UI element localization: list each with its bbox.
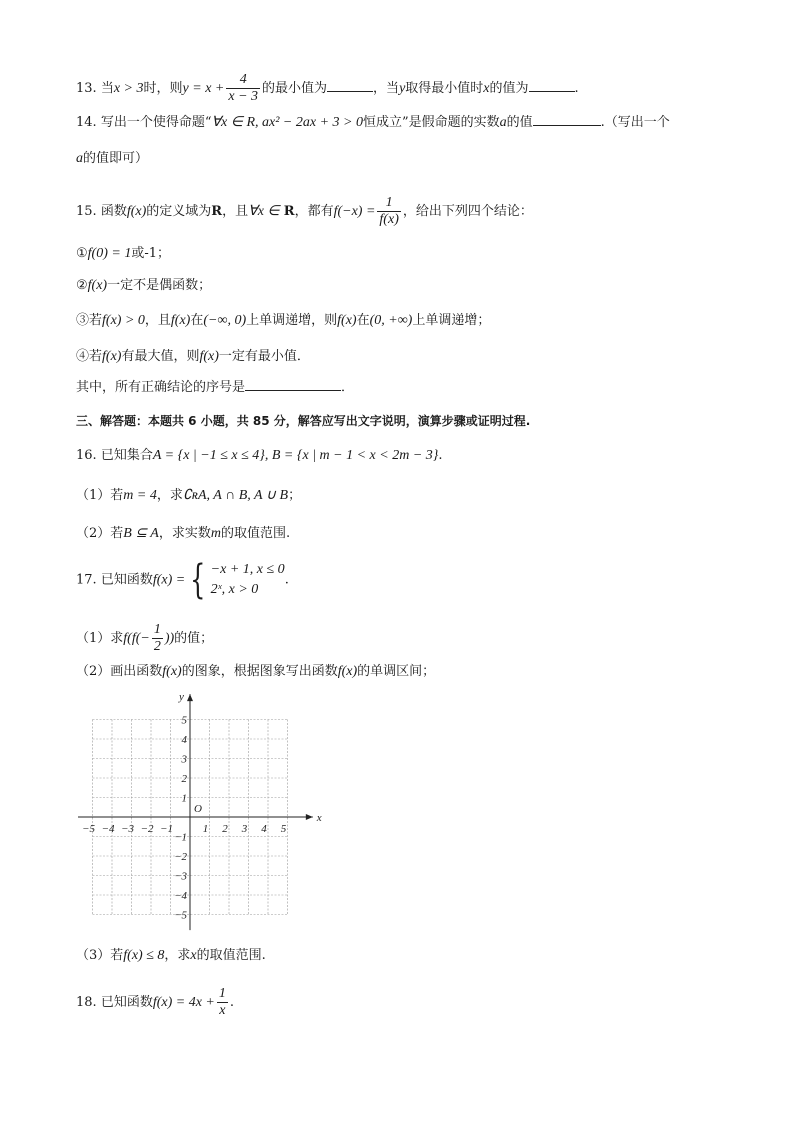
q15-final-end: ． — [341, 380, 355, 395]
answer-blank[interactable] — [529, 79, 575, 92]
x-tick-label: 5 — [280, 823, 287, 835]
conclusion-1 — [76, 244, 170, 264]
part-text: ，求 — [156, 488, 183, 503]
question-number: 17. — [76, 572, 97, 588]
q15-lhs: f(−x) = — [333, 204, 376, 219]
q14-text-5: 的值即可） — [83, 151, 149, 166]
y-tick-label: −2 — [174, 851, 187, 863]
part-variable: x — [190, 948, 197, 963]
x-tick-label: −5 — [82, 823, 95, 835]
part-expression: f(x) — [337, 664, 358, 679]
part-label: （1）求 — [76, 631, 124, 646]
fraction-denominator: 2 — [153, 639, 161, 654]
fraction-denominator: x − 3 — [228, 89, 259, 104]
q14-text-4: .（写出一个 — [600, 115, 670, 130]
q18-expression: f(x) = 4x + — [152, 995, 215, 1010]
conclusion-text: 或 — [131, 246, 145, 261]
part-label: （1）若 — [76, 488, 124, 503]
conclusion-3 — [76, 311, 490, 331]
q15-real-set-2: R — [283, 204, 295, 219]
part-text: ，求实数 — [158, 526, 211, 541]
part-expression: ∁ʀA, A ∩ B, A ∪ B — [182, 488, 289, 503]
fraction-numerator: 1 — [153, 622, 161, 637]
question-14 — [76, 113, 670, 133]
q13-expression: y = x + — [182, 81, 225, 96]
answer-blank[interactable] — [327, 79, 373, 92]
q15-fraction — [377, 195, 400, 228]
q13-text-6: 的值为 — [489, 81, 529, 96]
question-number: 15. — [76, 204, 97, 219]
q14-text-1: 写出一个使得命题“ — [100, 115, 212, 130]
conclusion-mark: ③若 — [76, 313, 103, 328]
x-tick-label: 3 — [241, 823, 248, 835]
q17-part-3 — [76, 946, 266, 966]
q14-proposition: ∀x ∈ R, ax² − 2ax + 3 > 0 — [211, 115, 363, 130]
conclusion-2 — [76, 276, 211, 296]
y-tick-label: 1 — [181, 792, 187, 805]
conclusion-text: 上单调递增； — [412, 313, 491, 328]
coordinate-grid — [78, 688, 328, 938]
y-tick-label: −1 — [174, 831, 187, 844]
q15-forall: ∀x ∈ — [248, 204, 280, 219]
y-tick-label: −5 — [174, 909, 187, 922]
part-label: （2）画出函数 — [76, 664, 163, 679]
q17-part-1 — [76, 622, 213, 655]
fraction-numerator: 1 — [218, 986, 226, 1001]
conclusion-expression: f(x) — [87, 278, 108, 293]
fraction-numerator: 4 — [226, 72, 260, 89]
section-heading: 三、解答题：本题共 6 小题，共 85 分，解答应写出文字说明，演算步骤或证明过程. — [76, 414, 531, 428]
conclusion-expression: f(0) = 1 — [87, 246, 132, 261]
conclusion-mark: ② — [76, 278, 88, 293]
question-14-line-2 — [76, 149, 148, 169]
q14-text-2: 恒成立”是假命题的实数 — [363, 115, 500, 130]
conclusion-4 — [76, 347, 310, 367]
x-tick-label: 4 — [261, 823, 267, 835]
fraction-numerator: 1 — [377, 195, 400, 212]
question-18 — [76, 986, 234, 1019]
q14-var-a-2: a — [76, 151, 83, 166]
q13-condition: x > 3 — [113, 81, 144, 96]
part-label: （2）若 — [76, 526, 124, 541]
part-text: 的图象，根据图象写出函数 — [181, 664, 338, 679]
q13-fraction — [226, 72, 260, 105]
q17-part-2 — [76, 662, 435, 682]
part-end: ； — [288, 488, 302, 503]
q15-final-text: 其中，所有正确结论的序号是 — [76, 380, 246, 395]
answer-blank[interactable] — [533, 113, 601, 126]
q17-end: . — [284, 572, 289, 588]
q17-fx: f(x) = — [152, 572, 186, 588]
question-15 — [76, 195, 533, 228]
q13-text-2: 时，则 — [143, 81, 183, 96]
q13-text-5: 取得最小值时 — [405, 81, 484, 96]
x-tick-label: −2 — [140, 823, 154, 835]
part-end: 的单调区间； — [357, 664, 436, 679]
question-16 — [76, 446, 443, 466]
part-text: ，求 — [164, 948, 191, 963]
part-expression: f(f(− — [123, 631, 150, 646]
question-number: 16. — [76, 448, 97, 463]
q15-text-1: 函数 — [100, 204, 127, 219]
fraction-denominator: x — [219, 1003, 226, 1018]
conclusion-expression: f(x) — [337, 313, 357, 328]
y-tick-label: 2 — [181, 773, 187, 785]
q15-text-3: ，且 — [222, 204, 249, 219]
x-tick-label: −1 — [160, 823, 173, 835]
conclusion-text: 在 — [356, 313, 370, 328]
part-end: 的取值范围. — [196, 948, 266, 963]
conclusion-interval: (0, +∞) — [369, 313, 413, 328]
y-axis-label: y — [179, 691, 184, 704]
part-condition: f(x) ≤ 8 — [123, 948, 165, 963]
question-number: 13. — [76, 81, 97, 96]
conclusion-text: 有最大值，则 — [121, 349, 200, 364]
q17-text-1: 已知函数 — [100, 572, 153, 588]
conclusion-text: 一定有最小值． — [218, 349, 310, 364]
part-label: （3）若 — [76, 948, 124, 963]
q13-text-1: 当 — [100, 81, 114, 96]
question-17 — [76, 557, 289, 603]
q15-text-4: ，都有 — [294, 204, 334, 219]
q13-text-3: 的最小值为 — [262, 81, 328, 96]
conclusion-interval: (−∞, 0) — [203, 313, 247, 328]
q15-fx: f(x) — [126, 204, 147, 219]
x-axis-label: x — [316, 812, 322, 824]
part-condition: m = 4 — [123, 488, 157, 503]
conclusion-expression: f(x) > 0 — [102, 313, 145, 328]
q15-final — [76, 378, 354, 398]
q15-text-2: 的定义域为 — [146, 204, 212, 219]
left-brace: { — [190, 557, 206, 603]
q18-end: . — [229, 995, 235, 1010]
conclusion-text: 上单调递增，则 — [246, 313, 338, 328]
q16-sets: A = {x | −1 ≤ x ≤ 4}, B = {x | m − 1 < x < 2m − 3} — [152, 448, 439, 463]
x-tick-label: 2 — [222, 823, 228, 835]
q18-text-1: 已知函数 — [100, 995, 153, 1010]
y-tick-label: −4 — [174, 890, 187, 902]
y-axis-arrow — [187, 694, 193, 701]
q14-var-a: a — [499, 115, 507, 130]
question-number: 14. — [76, 115, 97, 130]
conclusion-expression: f(x) — [199, 349, 219, 364]
q18-fraction — [217, 986, 228, 1019]
part-end: 的取值范围. — [221, 526, 291, 541]
case-2: 2ˣ, x > 0 — [210, 582, 259, 597]
conclusion-mark: ① — [76, 246, 88, 261]
conclusion-mark: ④若 — [76, 349, 103, 364]
q13-text-4: ，当 — [373, 81, 400, 96]
origin-label: O — [194, 803, 202, 815]
q15-real-set: R — [211, 204, 223, 219]
y-tick-label: 4 — [181, 734, 187, 746]
y-tick-label: 3 — [181, 753, 187, 766]
conclusion-expression: f(x) — [170, 313, 191, 328]
conclusion-expression: f(x) — [102, 349, 122, 364]
q16-end: . — [438, 448, 443, 463]
q14-text-3: 的值 — [506, 115, 533, 130]
part-expression: f(x) — [162, 664, 182, 679]
y-tick-label: 5 — [181, 714, 187, 727]
answer-blank[interactable] — [245, 378, 341, 391]
x-tick-label: −4 — [101, 823, 115, 835]
case-1: −x + 1, x ≤ 0 — [210, 562, 285, 577]
q16-part-1 — [76, 486, 301, 506]
question-number: 18. — [76, 995, 97, 1010]
part-expression: )) — [164, 631, 175, 646]
conclusion-tail: -1； — [144, 246, 171, 261]
y-tick-label: −3 — [174, 870, 187, 883]
q13-end: . — [574, 81, 579, 96]
conclusion-text: ，且 — [144, 313, 171, 328]
q16-part-2 — [76, 524, 290, 544]
q15-text-5: ，给出下列四个结论： — [402, 204, 533, 219]
part-variable: m — [210, 526, 222, 541]
conclusion-text: 一定不是偶函数； — [107, 278, 212, 293]
q16-text-1: 已知集合 — [100, 448, 153, 463]
piecewise-cases — [211, 560, 285, 600]
question-13 — [76, 72, 579, 105]
q13-var-x: x — [483, 81, 490, 96]
fraction-denominator: f(x) — [379, 212, 399, 227]
q17-fraction — [152, 622, 163, 655]
q13-var-y: y — [399, 81, 406, 96]
conclusion-text: 在 — [190, 313, 204, 328]
x-tick-label: 1 — [202, 823, 209, 835]
x-tick-label: −3 — [121, 823, 134, 835]
part-end: 的值； — [174, 631, 214, 646]
tick-labels — [82, 691, 322, 921]
part-condition: B ⊆ A — [123, 526, 159, 541]
x-axis-arrow — [306, 814, 313, 820]
